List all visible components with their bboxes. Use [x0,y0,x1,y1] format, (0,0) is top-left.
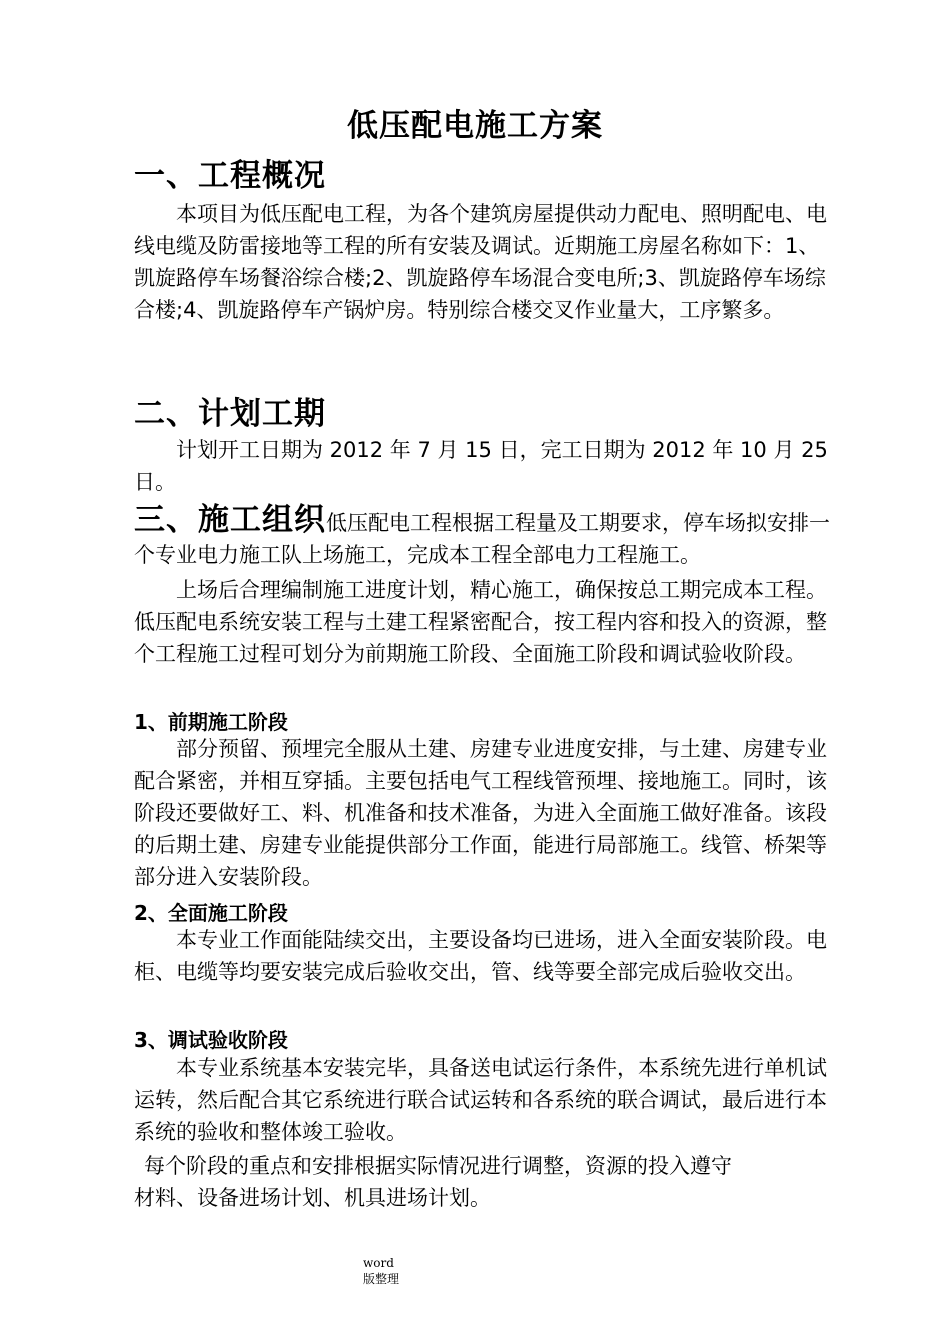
subsection-heading-testing: 3、调试验收阶段 [134,1028,288,1052]
organization-block [134,504,834,571]
subsection-heading-early: 1、前期施工阶段 [134,710,288,734]
organization-inline-text: 低压配电工程根据工程量及工期要求，停车场拟安排一个专业电力施工队上场施工，完成本工程全部电力工程施工。 [134,511,830,567]
closing-line-2: 材料、设备进场计划、机具进场计划。 [134,1186,491,1210]
early-stage-paragraph: 部分预留、预埋完全服从土建、房建专业进度安排，与土建、房建专业配合紧密，并相互穿插。主要包括电气工程线管预埋、接地施工。同时，该阶段还要做好工、料、机准备和技术准备，为进入全面施工做好准备。该段的后期土建、房建专业能提供部分工作面，能进行局部施工。线管、桥架等部分进入安装阶段。 [134,737,827,889]
subsection-heading-full: 2、全面施工阶段 [134,901,288,925]
section-heading-schedule: 二、计划工期 [134,396,326,432]
testing-stage-paragraph: 本专业系统基本安装完毕，具备送电试运行条件，本系统先进行单机试运转，然后配合其它系统进行联合试运转和各系统的联合调试，最后进行本系统的验收和整体竣工验收。 [134,1056,827,1144]
section-heading-organization: 三、施工组织 [134,502,326,538]
overview-paragraph: 本项目为低压配电工程，为各个建筑房屋提供动力配电、照明配电、电线电缆及防雷接地等工程的所有安装及调试。近期施工房屋名称如下：1、凯旋路停车场餐浴综合楼;2、凯旋路停车场混合变电所;3、凯旋路停车场综合楼;4、凯旋路停车产锅炉房。特别综合楼交叉作业量大，工序繁多。 [134,202,827,322]
closing-line-1: 每个阶段的重点和安排根据实际情况进行调整，资源的投入遵守 [144,1154,732,1178]
page-footer [363,1255,399,1287]
document-title: 低压配电施工方案 [347,108,603,144]
footer-line-2: 版整理 [363,1272,400,1286]
full-stage-paragraph: 本专业工作面能陆续交出，主要设备均已进场，进入全面安装阶段。电柜、电缆等均要安装完成后验收交出，管、线等要全部完成后验收交出。 [134,928,827,984]
section-heading-overview: 一、工程概况 [134,158,326,194]
organization-paragraph: 上场后合理编制施工进度计划，精心施工，确保按总工期完成本工程。低压配电系统安装工程与土建工程紧密配合，按工程内容和投入的资源，整个工程施工过程可划分为前期施工阶段、全面施工阶段和调试验收阶段。 [134,578,827,666]
footer-line-1: word [363,1256,394,1270]
schedule-paragraph: 计划开工日期为 2012 年 7 月 15 日，完工日期为 2012 年 10 月 25 日。 [134,438,828,494]
